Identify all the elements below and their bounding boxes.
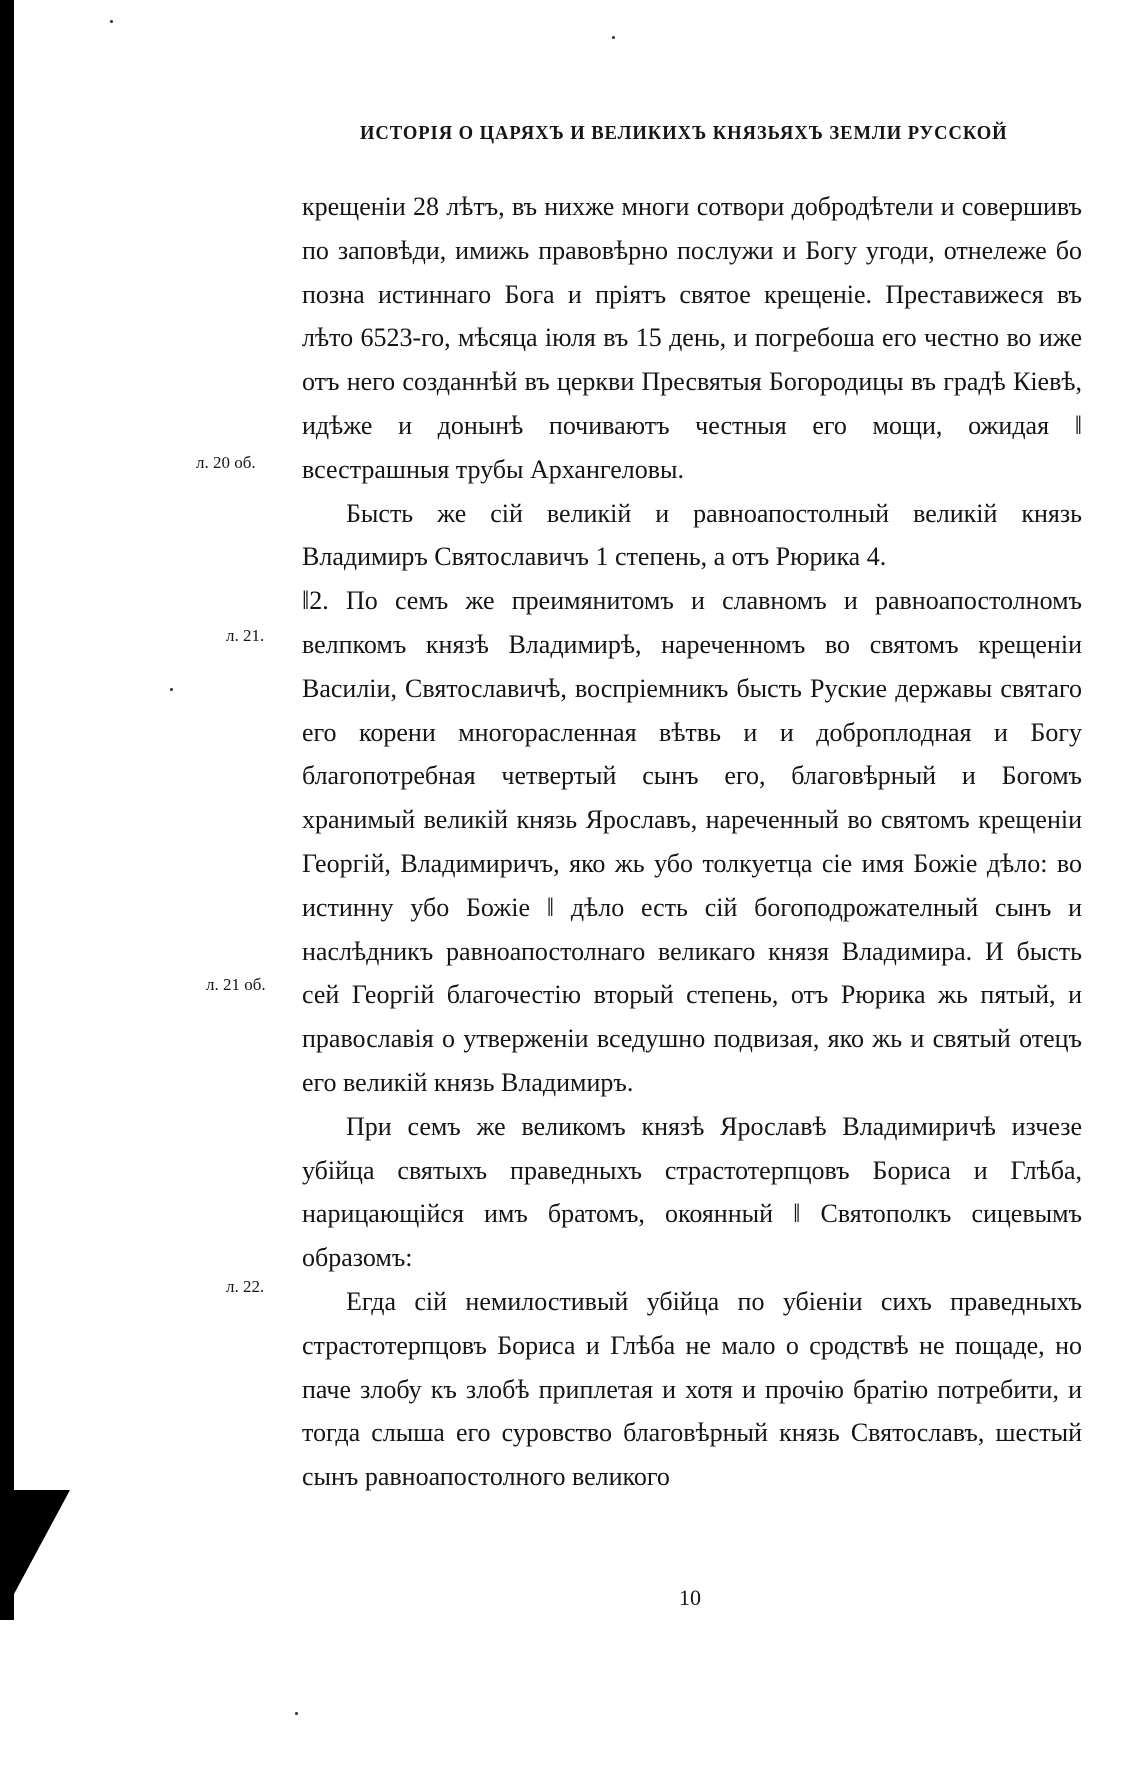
paper-speck <box>295 1712 298 1715</box>
paragraph: Бысть же сій великій и равноапостолный великій князь Владимиръ Святославичъ 1 степень, а отъ Рюрика 4. <box>302 498 1082 572</box>
paragraph: ‖2. По семъ же преимянитомъ и славномъ и равноапостолномъ велпкомъ князѣ Владимирѣ, нареченномъ во святомъ крещеніи Василіи, Святославичѣ, воспріемникъ бысть Руские державы святаго его корени многорасленная вѣтвь и и доброплодная и Богу благопотребная четвертый сынъ его, благовѣрный и Богомъ хранимый великій князь Ярославъ, нареченный во святомъ крещеніи Георгій, Владимиричъ, яко жь убо толкуетца сіе имя Божіе дѣло: во истинну убо Божіе ‖ дѣло есть сій богоподрожателный сынъ и наслѣдникъ равноапостолнаго великаго князя Владимира. И бысть сей Георгій благочестію вторый степень, отъ Рюрика жь пятый, и православія о утверженіи вседушно подвизая, яко жь и святый отецъ его великій князь Владимиръ. <box>302 586 1082 1097</box>
main-text <box>302 185 1082 1499</box>
paper-speck <box>110 20 113 23</box>
page-number: 10 <box>679 1585 701 1610</box>
margin-note-folio: л. 20 об. <box>196 453 256 472</box>
margin-note-folio: л. 21. <box>226 626 265 645</box>
margin-note-folio: л. 22. <box>226 1277 265 1296</box>
page-spine-shadow <box>0 0 14 1620</box>
margin-note-folio: л. 21 об. <box>206 975 266 994</box>
running-header: ИСТОРІЯ О ЦАРЯХЪ И ВЕЛИКИХЪ КНЯЗЬЯХЪ ЗЕМЛИ РУССКОЙ <box>360 122 1008 144</box>
paper-speck <box>612 36 615 39</box>
paragraph: крещеніи 28 лѣтъ, въ нихже многи сотвори добродѣтели и совершивъ по заповѣди, имижь правовѣрно послужи и Богу угоди, отнележе бо позна истиннаго Бога и пріятъ святое крещеніе. Преставижеся въ лѣто 6523-го, мѣсяца іюля въ 15 день, и погребоша его честно во иже отъ него созданнѣй въ церкви Пресвятыя Богородицы въ градѣ Кіевѣ, идѣже и донынѣ почиваютъ честныя его мощи, ожидая ‖ всестрашныя трубы Архангеловы. <box>302 192 1082 484</box>
paper-speck <box>170 688 173 691</box>
paragraph: Егда сій немилостивый убійца по убіеніи сихъ праведныхъ страстотерпцовъ Бориса и Глѣба не мало о сродствѣ не пощаде, но паче злобу къ злобѣ приплетая и хотя и прочію братію потребити, и тогда слыша его суровство благовѣрный князь Святославъ, шестый сынъ равноапостолного великого <box>302 1286 1082 1492</box>
paragraph: При семъ же великомъ князѣ Ярославѣ Владимиричѣ изчезе убійца святыхъ праведныхъ страстотерпцовъ Бориса и Глѣба, нарицающійся имъ братомъ, окоянный ‖ Святополкъ сицевымъ образомъ: <box>302 1111 1082 1273</box>
